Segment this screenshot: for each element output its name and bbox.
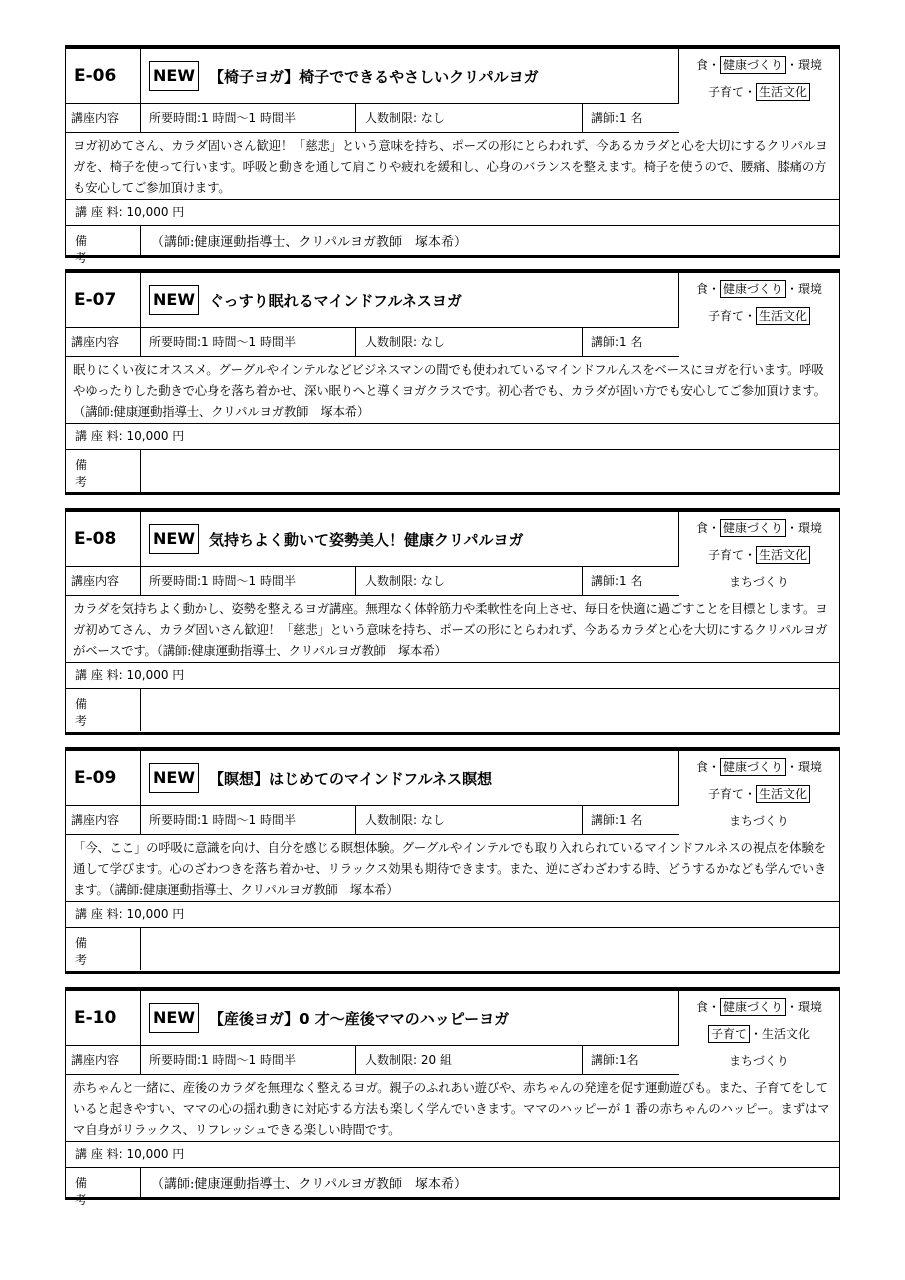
category-panel	[679, 512, 839, 596]
instructor-count: 講師:1名	[591, 1053, 639, 1067]
course-block-e06	[65, 45, 840, 265]
course-code: E-08	[66, 512, 141, 566]
category-selected: 健康づくり	[720, 758, 786, 776]
capacity: 人数制限: 20 組	[356, 1046, 583, 1074]
category-selected: 生活文化	[756, 785, 810, 803]
course-info-row	[66, 566, 679, 596]
notes-label: 備考	[66, 1168, 141, 1198]
category-selected: 健康づくり	[720, 998, 786, 1016]
new-badge: NEW	[149, 285, 199, 315]
category-selected: 健康づくり	[720, 56, 786, 74]
duration: 所要時間:1 時間〜1 時間半	[141, 104, 356, 132]
course-code: E-07	[66, 273, 141, 327]
course-info-row	[66, 1045, 679, 1075]
notes-value	[141, 928, 839, 970]
new-badge: NEW	[149, 61, 199, 91]
content-label: 講座内容	[66, 328, 141, 356]
category-line-3: まちづくり	[729, 575, 789, 589]
category-selected: 生活文化	[756, 83, 810, 101]
category-text: ・環境	[786, 282, 823, 296]
course-title-cell	[141, 751, 679, 805]
course-description: 眠りにくい夜にオススメ。グーグルやインテルなどビジネスマンの間でも使われているマインドフルんスをベースにヨガを行います。呼吸やゆったりした動きで心身を落ち着かせ、深い眠りへと導くヨガクラスです。初心者でも、カラダが固い方でも安心してご参加頂けます。（講師:健康運動指導士、クリパルヨガ教師 塚本希）	[73, 362, 826, 419]
course-fee: 講 座 料: 10,000 円	[66, 199, 839, 226]
capacity: 人数制限: なし	[356, 806, 583, 834]
category-text: ・生活文化	[750, 1027, 811, 1041]
course-title: 【瞑想】はじめてのマインドフルネス瞑想	[208, 769, 493, 788]
notes-value	[141, 450, 839, 492]
category-text: 子育て・	[707, 548, 756, 562]
course-title: ぐっすり眠れるマインドフルネスヨガ	[208, 291, 462, 310]
category-selected: 健康づくり	[720, 519, 786, 537]
category-text: 子育て・	[707, 85, 756, 99]
course-title-cell	[141, 991, 679, 1045]
category-line-1	[679, 995, 839, 1019]
category-selected: 生活文化	[756, 546, 810, 564]
category-selected: 健康づくり	[720, 280, 786, 298]
course-description: ヨガ初めてさん、カラダ固いさん歓迎！「慈悲」という意味を持ち、ポーズの形にとらわれず、今あるカラダと心を大切にするクリパルヨガを、椅子を使って行います。呼吸と動きを通して肩こりや疲れを緩和し、心身のバランスを整えます。椅子を使うので、腰痛、膝痛の方も安心してご参加頂けます。	[73, 138, 828, 195]
instructor-count: 講師:1 名	[591, 813, 643, 827]
new-badge: NEW	[149, 524, 199, 554]
course-code: E-10	[66, 991, 141, 1045]
category-text: ・環境	[786, 1000, 823, 1014]
instructor-count: 講師:1 名	[591, 574, 643, 588]
duration: 所要時間:1 時間〜1 時間半	[141, 806, 356, 834]
course-fee: 講 座 料: 10,000 円	[66, 1141, 839, 1168]
category-line-2	[679, 543, 839, 567]
category-panel	[679, 751, 839, 835]
category-text: 食・	[695, 58, 720, 72]
course-description: カラダを気持ちよく動かし、姿勢を整えるヨガ講座。無理なく体幹筋力や柔軟性を向上させ、毎日を快適に過ごすことを目標とします。ヨガ初めてさん、カラダ固いさん歓迎！「慈悲」という意味を持ち、ポーズの形にとらわれず、今あるカラダと心を大切にするクリパルヨガがベースです。（講師:健康運動指導士、クリパルヨガ教師 塚本希）	[73, 601, 828, 658]
category-selected: 生活文化	[756, 307, 810, 325]
category-line-2	[679, 80, 839, 104]
instructor-count: 講師:1 名	[591, 335, 643, 349]
content-label: 講座内容	[66, 567, 141, 595]
category-line-1	[679, 755, 839, 779]
content-label: 講座内容	[66, 806, 141, 834]
notes-label: 備考	[66, 928, 141, 970]
new-badge: NEW	[149, 1003, 199, 1033]
capacity: 人数制限: なし	[356, 328, 583, 356]
course-title-cell	[141, 273, 679, 327]
course-description: 赤ちゃんと一緒に、産後のカラダを無理なく整えるヨガ。親子のふれあい遊びや、赤ちゃんの発達を促す運動遊びも。また、子育てをしていると起きやすい、ママの心の揺れ動きに対応する方法も楽しく学んでいきます。ママのハッピーが 1 番の赤ちゃんのハッピー。まずはママ自身がリラックス、リフレッシュできる楽しい時間です。	[73, 1080, 830, 1137]
course-code: E-09	[66, 751, 141, 805]
category-panel	[679, 991, 839, 1075]
course-info-row	[66, 327, 679, 357]
course-title-cell	[141, 512, 679, 566]
course-block-e10	[65, 987, 840, 1207]
category-text: 食・	[695, 521, 720, 535]
notes-label: 備考	[66, 450, 141, 492]
category-selected: 子育て	[708, 1025, 750, 1043]
notes-value: （講師:健康運動指導士、クリパルヨガ教師 塚本希）	[151, 1177, 467, 1192]
content-label: 講座内容	[66, 104, 141, 132]
category-text: 子育て・	[707, 787, 756, 801]
course-title: 気持ちよく動いて姿勢美人！健康クリパルヨガ	[208, 530, 524, 549]
capacity: 人数制限: なし	[356, 104, 583, 132]
notes-value: （講師:健康運動指導士、クリパルヨガ教師 塚本希）	[151, 235, 467, 250]
course-title: 【産後ヨガ】0 才〜産後ママのハッピーヨガ	[208, 1009, 510, 1028]
category-line-2	[679, 1022, 839, 1046]
category-line-3	[679, 331, 839, 355]
category-panel	[679, 49, 839, 133]
course-block-e07	[65, 269, 840, 495]
notes-value	[141, 689, 839, 731]
category-line-2	[679, 782, 839, 806]
course-code: E-06	[66, 49, 141, 103]
category-text: 子育て・	[707, 309, 756, 323]
course-block-e08	[65, 508, 840, 735]
course-title: 【椅子ヨガ】椅子でできるやさしいクリパルヨガ	[208, 67, 539, 86]
course-description: 「今、ここ」の呼吸に意識を向け、自分を感じる瞑想体験。グーグルやインテルでも取り入れられているマインドフルネスの視点を体験を通して学びます。心のざわつきを落ち着かせ、リラックス効果も期待できます。また、逆にざわざわする時、どうするかなども学んでいきます。（講師:健康運動指導士、クリパルヨガ教師 塚本希）	[73, 840, 827, 897]
category-text: 食・	[695, 282, 720, 296]
category-line-1	[679, 516, 839, 540]
content-label: 講座内容	[66, 1046, 141, 1074]
category-text: 食・	[695, 1000, 720, 1014]
category-line-3	[679, 107, 839, 131]
duration: 所要時間:1 時間〜1 時間半	[141, 1046, 356, 1074]
category-text: ・環境	[786, 521, 823, 535]
category-line-3: まちづくり	[729, 1054, 789, 1068]
capacity: 人数制限: なし	[356, 567, 583, 595]
notes-label: 備考	[66, 226, 141, 256]
course-fee: 講 座 料: 10,000 円	[66, 901, 839, 928]
course-fee: 講 座 料: 10,000 円	[66, 423, 839, 450]
course-block-e09	[65, 747, 840, 974]
course-fee: 講 座 料: 10,000 円	[66, 662, 839, 689]
category-line-3: まちづくり	[729, 814, 789, 828]
instructor-count: 講師:1 名	[591, 111, 643, 125]
course-title-cell	[141, 49, 679, 103]
category-text: 食・	[695, 760, 720, 774]
course-info-row	[66, 805, 679, 835]
category-line-1	[679, 53, 839, 77]
category-line-2	[679, 304, 839, 328]
category-text: ・環境	[786, 760, 823, 774]
notes-label: 備考	[66, 689, 141, 731]
category-line-1	[679, 277, 839, 301]
duration: 所要時間:1 時間〜1 時間半	[141, 328, 356, 356]
new-badge: NEW	[149, 763, 199, 793]
duration: 所要時間:1 時間〜1 時間半	[141, 567, 356, 595]
category-text: ・環境	[786, 58, 823, 72]
category-panel	[679, 273, 839, 357]
course-info-row	[66, 103, 679, 133]
